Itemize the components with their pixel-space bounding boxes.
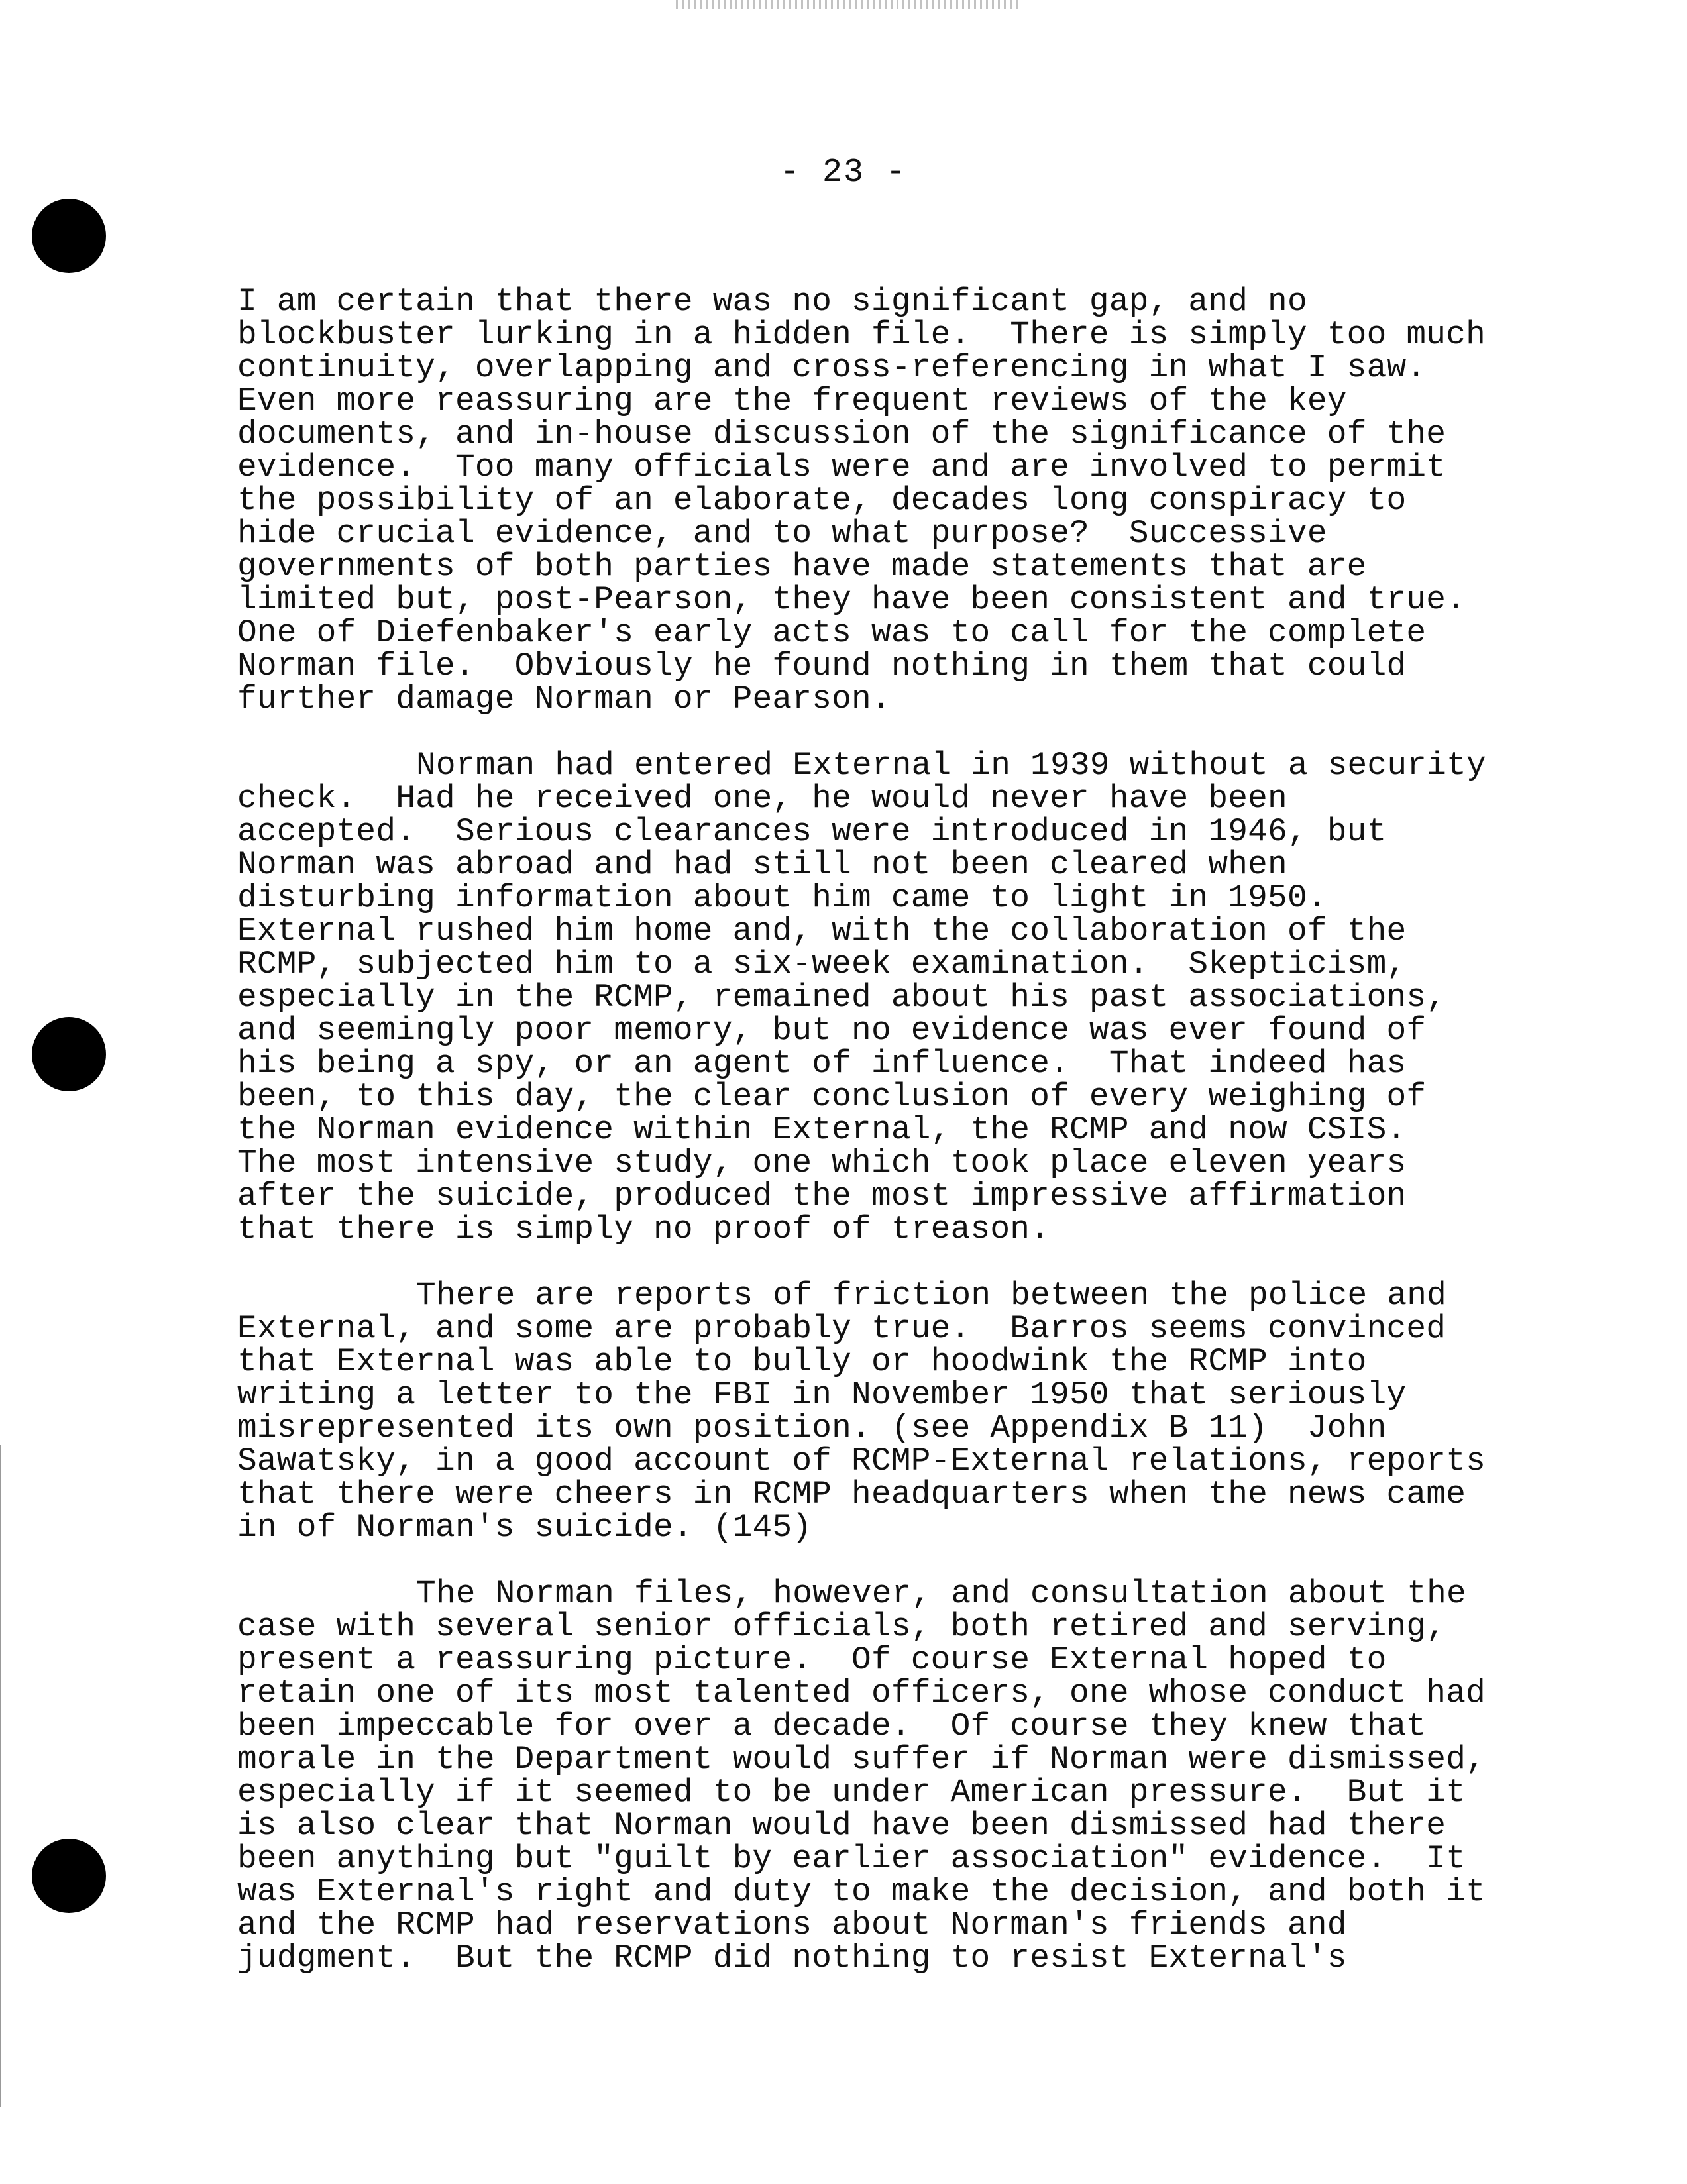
text-line: case with several senior officials, both retired and serving, <box>237 1608 1446 1645</box>
text-line: the possibility of an elaborate, decades long conspiracy to <box>237 482 1407 519</box>
text-line: continuity, overlapping and cross-referencing in what I saw. <box>237 349 1427 386</box>
text-line: RCMP, subjected him to a six-week examination. Skepticism, <box>237 946 1407 983</box>
text-line: after the suicide, produced the most impressive affirmation <box>237 1177 1407 1215</box>
text-line: morale in the Department would suffer if Norman were dismissed, <box>237 1741 1486 1778</box>
text-line: External rushed him home and, with the collaboration of the <box>237 912 1407 950</box>
text-line: his being a spy, or an agent of influence. That indeed has <box>237 1045 1407 1082</box>
text-line: There are reports of friction between the police and <box>416 1277 1447 1314</box>
text-line: was External's right and duty to make the decision, and both it <box>237 1873 1486 1910</box>
text-line: disturbing information about him came to light in 1950. <box>237 879 1327 916</box>
text-line: further damage Norman or Pearson. <box>237 681 891 718</box>
paragraph <box>237 749 1496 1246</box>
text-line: that External was able to bully or hoodwink the RCMP into <box>237 1343 1367 1380</box>
text-line: limited but, post-Pearson, they have been consistent and true. <box>237 581 1466 618</box>
text-line: Sawatsky, in a good account of RCMP-External relations, reports <box>237 1443 1486 1480</box>
text-line: misrepresented its own position. (see Appendix B 11) John <box>237 1409 1387 1447</box>
text-line: Norman had entered External in 1939 without a security <box>416 747 1486 784</box>
text-line: that there were cheers in RCMP headquarters when the news came <box>237 1476 1466 1513</box>
text-line: check. Had he received one, he would never have been <box>237 780 1287 817</box>
text-line: Even more reassuring are the frequent reviews of the key <box>237 382 1347 419</box>
text-line: the Norman evidence within External, the RCMP and now CSIS. <box>237 1111 1407 1148</box>
text-line: The most intensive study, one which took place eleven years <box>237 1144 1407 1181</box>
punch-hole <box>32 199 106 273</box>
text-line: The Norman files, however, and consultation about the <box>416 1575 1466 1612</box>
text-line: governments of both parties have made statements that are <box>237 548 1367 585</box>
text-line: evidence. Too many officials were and are involved to permit <box>237 449 1446 486</box>
text-line: hide crucial evidence, and to what purpose? Successive <box>237 515 1327 552</box>
text-line: retain one of its most talented officers, one whose conduct had <box>237 1674 1486 1712</box>
punch-hole <box>32 1839 106 1913</box>
text-line: that there is simply no proof of treason. <box>237 1211 1050 1248</box>
paragraph <box>237 1279 1496 1544</box>
scan-edge-line <box>0 1445 1 2107</box>
text-line: accepted. Serious clearances were introduced in 1946, but <box>237 813 1387 850</box>
body-text <box>237 285 1496 2008</box>
text-line: especially if it seemed to be under American pressure. But it <box>237 1774 1466 1811</box>
text-line: judgment. But the RCMP did nothing to resist External's <box>237 1939 1347 1977</box>
text-line: is also clear that Norman would have been dismissed had there <box>237 1807 1446 1844</box>
text-line: present a reassuring picture. Of course External hoped to <box>237 1641 1387 1678</box>
text-line: been anything but "guilt by earlier association" evidence. It <box>237 1840 1466 1877</box>
text-line: Norman file. Obviously he found nothing in them that could <box>237 647 1407 684</box>
text-line: been impeccable for over a decade. Of course they knew that <box>237 1708 1427 1745</box>
text-line: especially in the RCMP, remained about his past associations, <box>237 979 1446 1016</box>
paragraph <box>237 1577 1496 1975</box>
scan-artifact <box>676 0 1020 9</box>
text-line: been, to this day, the clear conclusion of every weighing of <box>237 1078 1427 1115</box>
text-line: I am certain that there was no significant gap, and no <box>237 283 1307 320</box>
paragraph <box>237 285 1496 716</box>
text-line: One of Diefenbaker's early acts was to call for the complete <box>237 614 1427 651</box>
text-line: in of Norman's suicide. (145) <box>237 1509 812 1546</box>
text-line: and seemingly poor memory, but no evidence was ever found of <box>237 1012 1427 1049</box>
text-line: writing a letter to the FBI in November 1950 that seriously <box>237 1376 1407 1413</box>
text-line: Norman was abroad and had still not been cleared when <box>237 846 1287 883</box>
page-number: - 23 - <box>779 154 908 191</box>
text-line: documents, and in-house discussion of the significance of the <box>237 415 1446 453</box>
text-line: and the RCMP had reservations about Norman's friends and <box>237 1906 1347 1943</box>
text-line: blockbuster lurking in a hidden file. There is simply too much <box>237 316 1486 353</box>
punch-hole <box>32 1017 106 1091</box>
text-line: External, and some are probably true. Barros seems convinced <box>237 1310 1446 1347</box>
